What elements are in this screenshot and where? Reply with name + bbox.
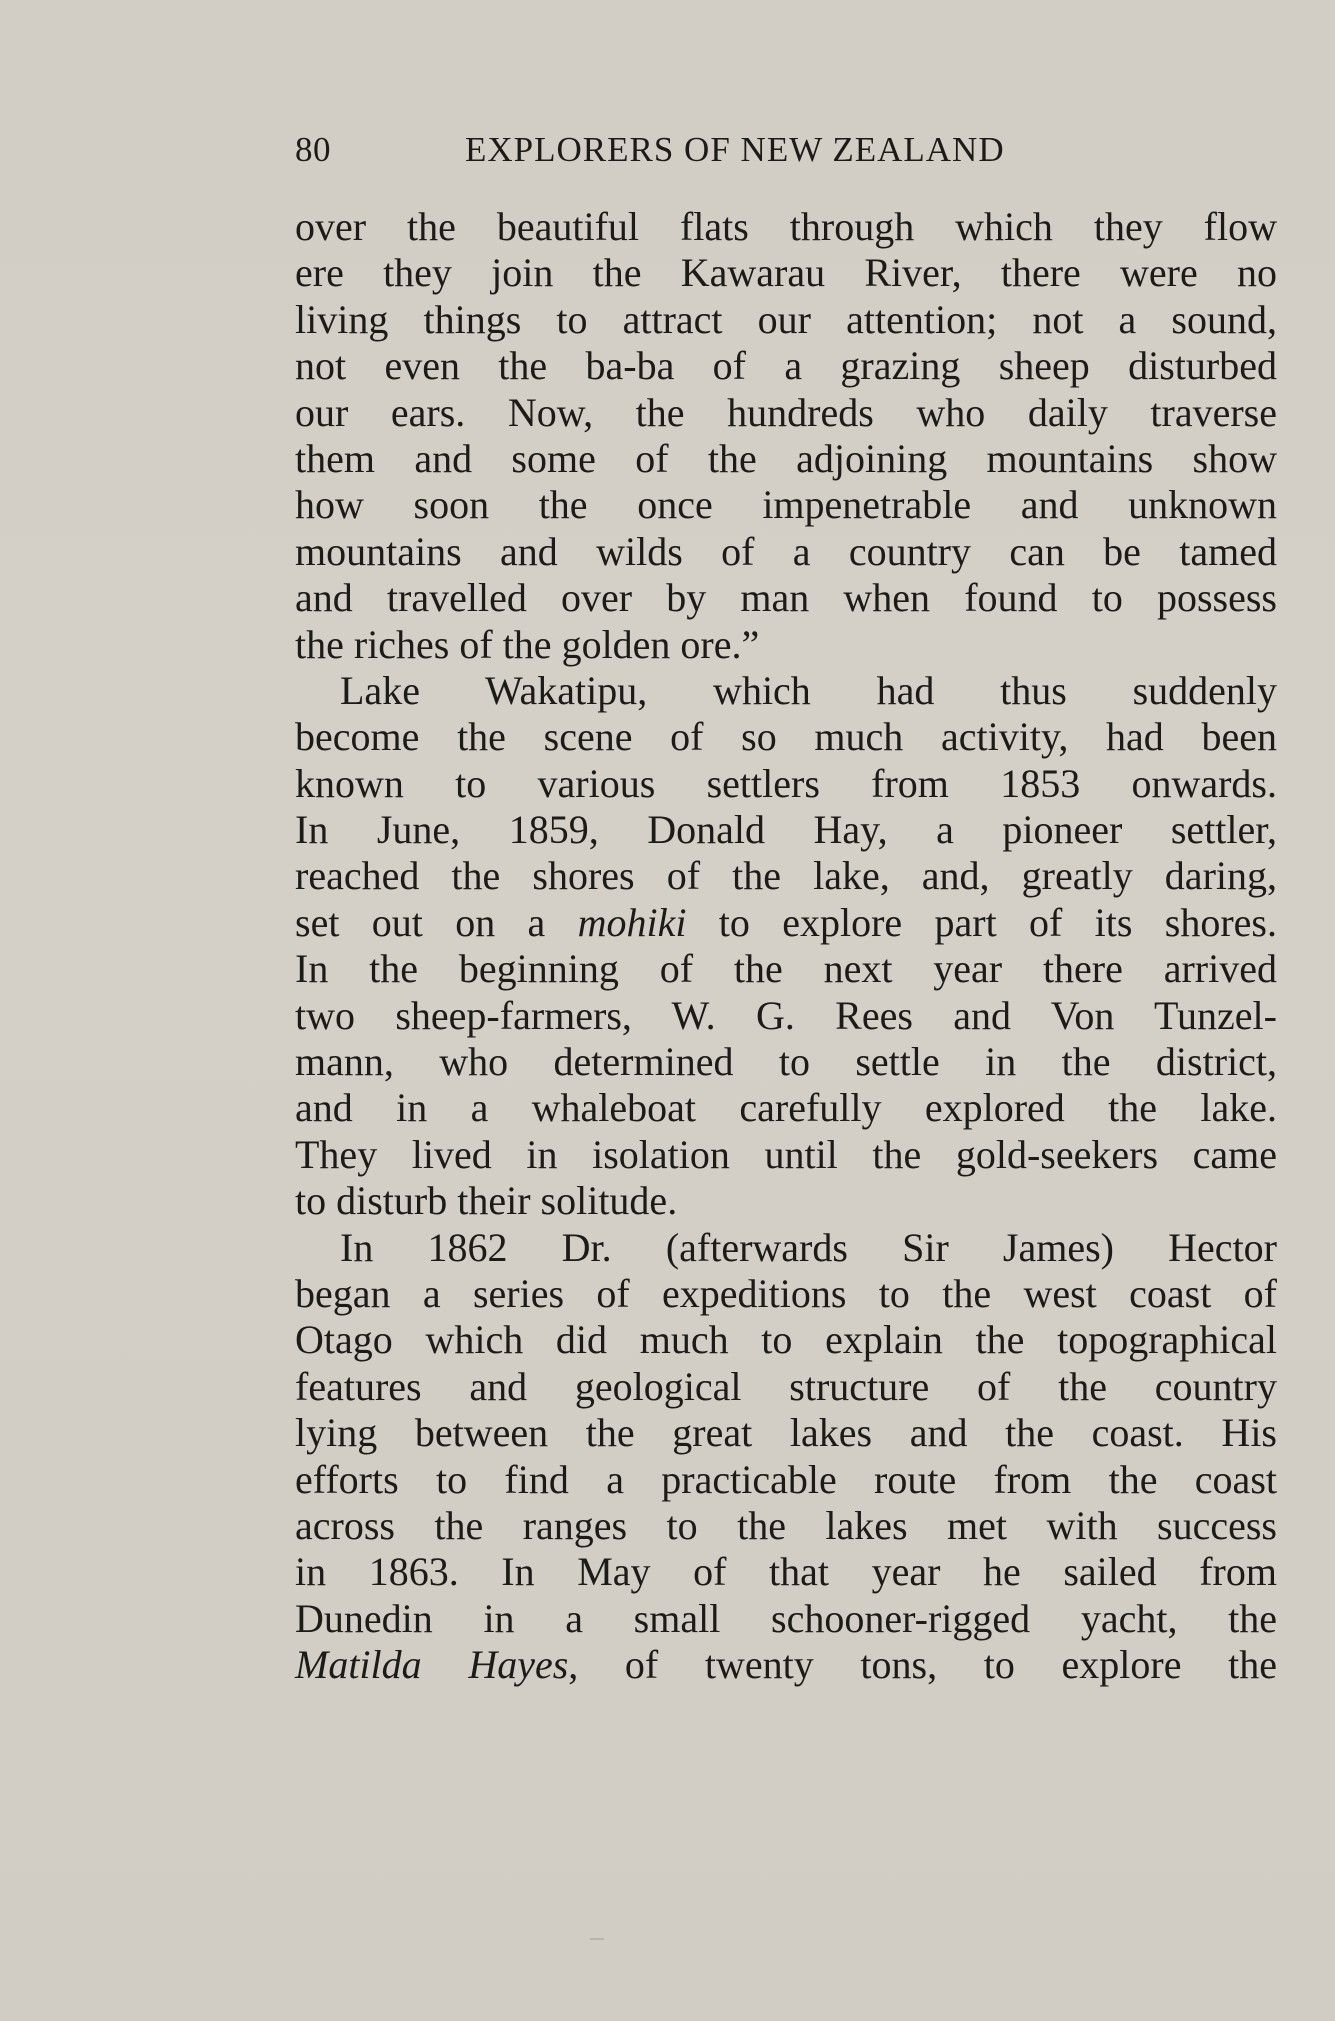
text-line: our ears. Now, the hundreds who daily traverse xyxy=(295,389,1277,435)
body-text xyxy=(295,204,1277,1689)
text-line: began a series of expeditions to the west coast of xyxy=(295,1270,1277,1316)
italic-term: Matilda Hayes xyxy=(295,1642,569,1688)
text-line: mountains and wilds of a country can be tamed xyxy=(295,528,1277,574)
paper-speck xyxy=(590,1938,604,1940)
text-line: features and geological structure of the country xyxy=(295,1363,1277,1409)
text-line: mann, who determined to settle in the district, xyxy=(295,1039,1277,1085)
text-line: over the beautiful flats through which they flow xyxy=(295,204,1277,249)
text-line: In the beginning of the next year there arrived xyxy=(295,946,1277,992)
text-line: in 1863. In May of that year he sailed from xyxy=(295,1549,1277,1595)
running-title: EXPLORERS OF NEW ZEALAND xyxy=(465,130,1005,169)
text-line-with-italic: Matilda Hayes, of twenty tons, to explore the xyxy=(295,1642,1277,1688)
italic-term: mohiki xyxy=(577,899,687,945)
paragraph-start: Lake Wakatipu, which had thus suddenly xyxy=(340,667,1277,713)
text-line: the riches of the golden ore.” xyxy=(295,621,760,667)
page-number: 80 xyxy=(295,130,331,169)
text-line: to disturb their solitude. xyxy=(295,1178,678,1224)
text-line: two sheep-farmers, W. G. Rees and Von Tunzel- xyxy=(295,992,1277,1038)
text-line: and travelled over by man when found to possess xyxy=(295,575,1277,621)
running-head xyxy=(295,128,1105,172)
text-line: lying between the great lakes and the coast. His xyxy=(295,1410,1277,1456)
paragraph-start: In 1862 Dr. (afterwards Sir James) Hector xyxy=(340,1224,1277,1270)
text-line: ere they join the Kawarau River, there were no xyxy=(295,250,1277,296)
text-line: known to various settlers from 1853 onwards. xyxy=(295,760,1277,806)
text-line: and in a whaleboat carefully explored the lake. xyxy=(295,1085,1277,1131)
text-line: In June, 1859, Donald Hay, a pioneer settler, xyxy=(295,807,1277,853)
text-line: efforts to find a practicable route from the coast xyxy=(295,1456,1277,1502)
text-line: how soon the once impenetrable and unknown xyxy=(295,482,1277,528)
text-line: Otago which did much to explain the topographical xyxy=(295,1317,1277,1363)
text-line: across the ranges to the lakes met with success xyxy=(295,1502,1277,1548)
text-line: They lived in isolation until the gold-seekers came xyxy=(295,1131,1277,1177)
text-line: them and some of the adjoining mountains show xyxy=(295,435,1277,481)
text-line: Dunedin in a small schooner-rigged yacht, the xyxy=(295,1595,1277,1641)
text-line: not even the ba-ba of a grazing sheep disturbed xyxy=(295,343,1277,389)
text-line: living things to attract our attention; not a sound, xyxy=(295,296,1277,342)
text-line: become the scene of so much activity, had been xyxy=(295,714,1277,760)
text-line-with-italic: set out on a mohiki to explore part of its shores. xyxy=(295,899,1277,945)
text-line: reached the shores of the lake, and, greatly daring, xyxy=(295,853,1277,899)
